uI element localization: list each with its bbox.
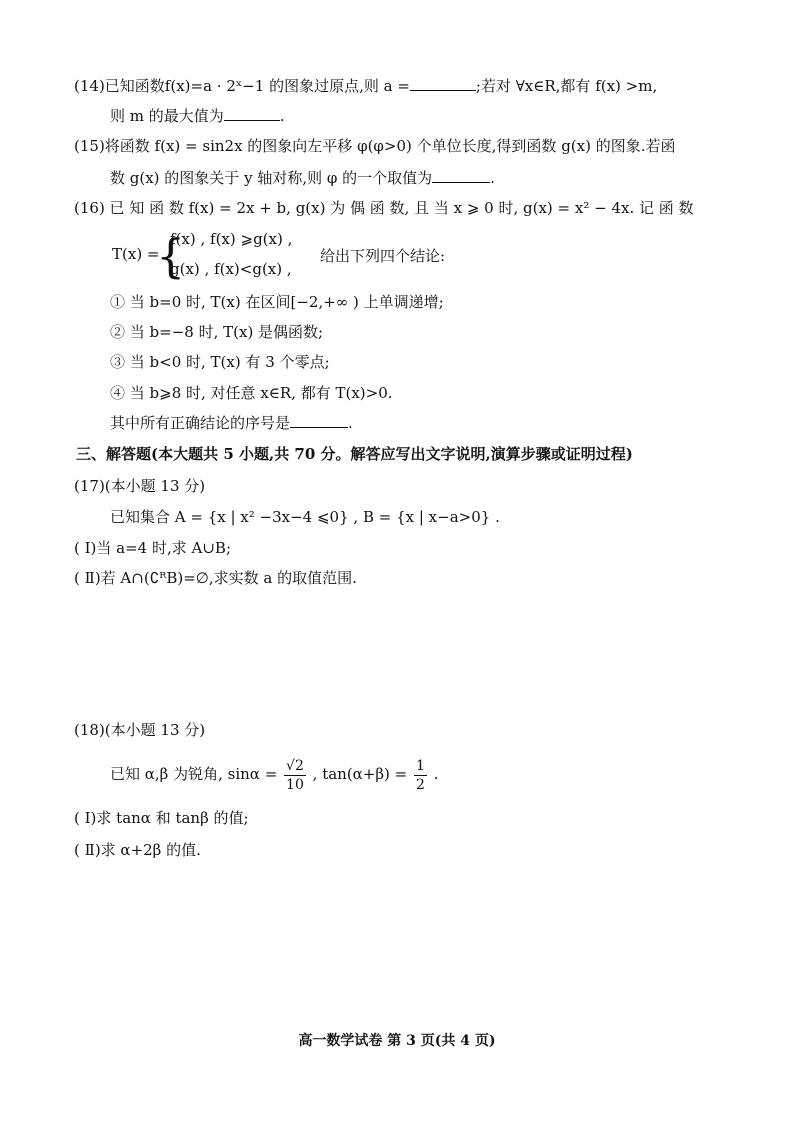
q16-conclusion-4: ④ 当 b⩾8 时, 对任意 x∈R, 都有 T(x)>0. xyxy=(110,384,393,402)
q17-heading: (17)(本小题 13 分) xyxy=(74,477,206,495)
q18-heading: (18)(本小题 13 分) xyxy=(74,721,206,739)
sin-alpha-fraction xyxy=(284,757,306,794)
q14-blank-m[interactable] xyxy=(224,106,280,121)
q16-conclusion-2: ② 当 b=−8 时, T(x) 是偶函数; xyxy=(110,323,324,341)
q15-line1: (15)将函数 f(x) = sin2x 的图象向左平移 φ(φ>0) 个单位长度,得到函数 g(x) 的图象.若函 xyxy=(74,137,676,155)
q17-part-1: ( Ⅰ)当 a=4 时,求 A∪B; xyxy=(74,539,232,557)
piecewise-function xyxy=(112,228,492,284)
sin-numerator: √2 xyxy=(286,757,304,774)
q16-line1: (16) 已 知 函 数 f(x) = 2x + b, g(x) 为 偶 函 数, 且 当 x ⩾ 0 时, g(x) = x² − 4x. 记 函 数 xyxy=(74,199,694,217)
piecewise-case-1: f(x) , f(x) ⩾g(x) , xyxy=(170,230,293,248)
q16-blank[interactable] xyxy=(290,413,348,428)
q18-part-1: ( Ⅰ)求 tanα 和 tanβ 的值; xyxy=(74,809,249,827)
q16-conclusion-3: ③ 当 b<0 时, T(x) 有 3 个零点; xyxy=(110,353,330,371)
q15-line2: 数 g(x) 的图象关于 y 轴对称,则 φ 的一个取值为 . xyxy=(110,169,495,187)
q15-blank[interactable] xyxy=(432,168,490,183)
q17-given: 已知集合 A = {x | x² −3x−4 ⩽0} , B = {x | x−a>0} . xyxy=(110,508,500,526)
tan-denominator: 2 xyxy=(416,776,425,793)
piecewise-lhs: T(x) = xyxy=(112,245,160,263)
q14-line2: 则 m 的最大值为 . xyxy=(110,107,285,125)
page-footer: 高一数学试卷 第 3 页(共 4 页) xyxy=(298,1033,496,1049)
q16-ask: 其中所有正确结论的序号是 . xyxy=(110,414,353,432)
piecewise-case-2: g(x) , f(x)<g(x) , xyxy=(170,260,292,278)
q14-blank-a[interactable] xyxy=(410,76,476,91)
q18-part-2: ( Ⅱ)求 α+2β 的值. xyxy=(74,841,201,859)
q17-part-2: ( Ⅱ)若 A∩(∁ᴿB)=∅,求实数 a 的取值范围. xyxy=(74,569,357,587)
q16-conclusion-1: ① 当 b=0 时, T(x) 在区间[−2,+∞ ) 上单调递增; xyxy=(110,293,444,311)
sin-denominator: 10 xyxy=(286,776,304,793)
q14-line1: (14)已知函数f(x)=a · 2ˣ−1 的图象过原点,则 a = ;若对 ∀x∈R,都有 f(x) >m, xyxy=(74,77,658,95)
q18-given: 已知 α,β 为锐角, sinα = $\frac{√2}{10}$ , tan(α+β) = $\frac{1}{2}$ . xyxy=(110,757,439,793)
tan-sum-fraction xyxy=(414,757,427,794)
piecewise-tail: 给出下列四个结论: xyxy=(320,247,446,265)
tan-numerator: 1 xyxy=(416,757,425,774)
left-brace-icon: { xyxy=(156,229,186,283)
section-heading: 三、解答题(本大题共 5 小题,共 70 分。解答应写出文字说明,演算步骤或证明过程) xyxy=(76,445,633,463)
